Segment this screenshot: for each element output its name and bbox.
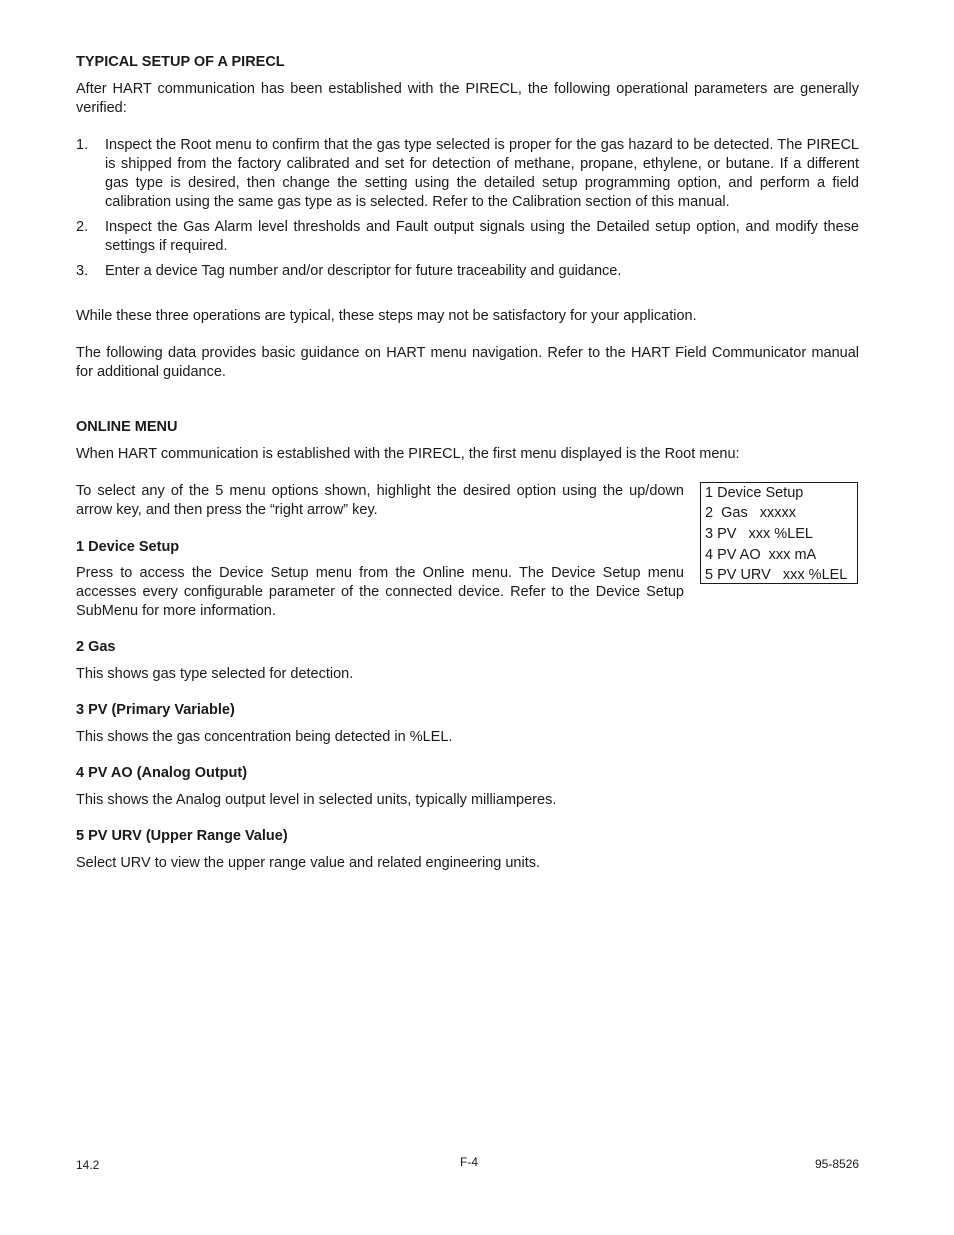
item-text-pv-urv: Select URV to view the upper range value and related engineering units.: [76, 855, 541, 871]
guidance-paragraph: The following data provides basic guidance on HART menu navigation. Refer to the HART Field Communicator manual for additional guidance.: [76, 345, 859, 380]
list-item-text: Inspect the Root menu to confirm that the gas type selected is proper for the gas hazard to be detected. The PIRECL is shipped from the factory calibrated and set for detection of methane, propane, ethylene, or butane. If a different gas type is desired, then change the setting using the detailed setup programming option, and perform a field calibration using the same gas type as is selected. Refer to the Calibration section of this manual.: [105, 137, 859, 210]
list-item-number: 1.: [76, 137, 89, 153]
menu-line-device-setup: 1 Device Setup: [705, 485, 804, 501]
list-item: [76, 262, 859, 281]
menu-line-pv-urv: 5 PV URV xxx %LEL: [705, 567, 848, 583]
root-menu-box: [700, 482, 858, 584]
item-heading-device-setup: 1 Device Setup: [76, 539, 180, 555]
footer-document-number: 95-8526: [815, 1157, 860, 1171]
list-item-text: Enter a device Tag number and/or descriptor for future traceability and guidance.: [105, 263, 622, 279]
online-intro-paragraph: When HART communication is established with the PIRECL, the first menu displayed is the Root menu:: [76, 446, 740, 462]
item-heading-pv-urv: 5 PV URV (Upper Range Value): [76, 828, 288, 844]
note-paragraph: While these three operations are typical, these steps may not be satisfactory for your application.: [76, 308, 697, 324]
intro-paragraph: After HART communication has been established with the PIRECL, the following operational parameters are generally verified:: [76, 81, 859, 116]
list-item-number: 3.: [76, 263, 89, 279]
footer-revision: 14.2: [76, 1158, 100, 1172]
section-heading-typical-setup: TYPICAL SETUP OF A PIRECL: [76, 54, 285, 70]
item-text-device-setup: Press to access the Device Setup menu from the Online menu. The Device Setup menu accesses every configurable parameter of the connected device. Refer to the Device Setup SubMenu for more information.: [76, 565, 684, 619]
list-item: [76, 218, 859, 256]
item-heading-pv-ao: 4 PV AO (Analog Output): [76, 765, 248, 781]
footer-page-number: F-4: [460, 1155, 478, 1169]
item-heading-gas: 2 Gas: [76, 639, 116, 655]
list-item-text: Inspect the Gas Alarm level thresholds and Fault output signals using the Detailed setup option, and modify these settings if required.: [105, 219, 859, 254]
select-instructions: To select any of the 5 menu options shown, highlight the desired option using the up/down arrow key, and then press the “right arrow” key.: [76, 483, 684, 518]
menu-line-pv: 3 PV xxx %LEL: [705, 526, 813, 542]
item-text-pv-ao: This shows the Analog output level in selected units, typically milliamperes.: [76, 792, 557, 808]
list-item: [76, 136, 859, 212]
list-item-number: 2.: [76, 219, 89, 235]
item-text-gas: This shows gas type selected for detection.: [76, 666, 354, 682]
menu-line-pv-ao: 4 PV AO xxx mA: [705, 547, 817, 563]
section-heading-online-menu: ONLINE MENU: [76, 419, 178, 435]
menu-line-gas: 2 Gas xxxxx: [705, 505, 797, 521]
item-text-pv: This shows the gas concentration being detected in %LEL.: [76, 729, 453, 745]
item-heading-pv: 3 PV (Primary Variable): [76, 702, 235, 718]
